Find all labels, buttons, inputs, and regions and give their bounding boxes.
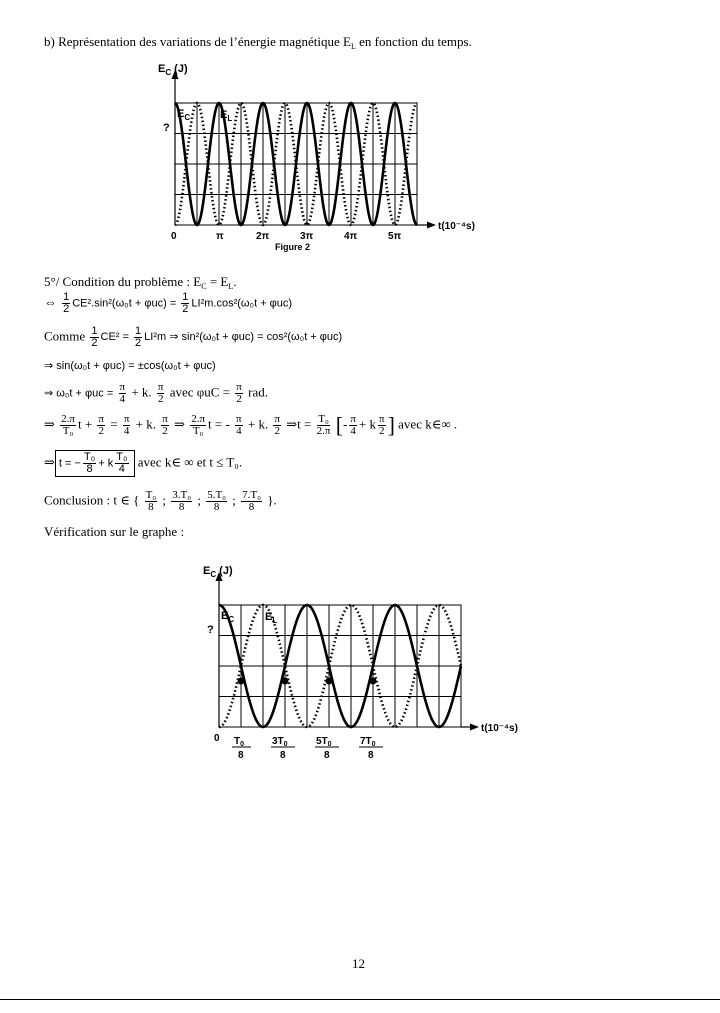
page-number: 12 xyxy=(352,956,365,971)
x-axis-unit: t(10⁻⁴s) xyxy=(481,723,518,734)
verification-line: Vérification sur le graphe : xyxy=(44,524,185,539)
x-tick-3: 3π xyxy=(300,231,314,242)
x-tick-1-num: $T_0$ xyxy=(234,736,245,748)
boxed-result: t = − $\frac{\text{T₀}}{8}$ + k $\frac{\text{T₀}}{4}$ xyxy=(55,450,135,477)
x-tick-labels xyxy=(232,736,383,761)
section-b-heading: b) Représentation des variations de l’énergie magnétique $E_L$ en fonction du temps. xyxy=(44,34,472,51)
x-tick-5-den: 8 xyxy=(324,750,330,761)
x-tick-7-num: $7T_0$ xyxy=(360,736,376,748)
intersection-point xyxy=(370,678,377,685)
x-origin: 0 xyxy=(214,733,220,744)
figure-caption: Figure 2 xyxy=(275,242,311,252)
intersection-point xyxy=(238,678,245,685)
footer-rule xyxy=(0,999,720,1000)
verification-graph xyxy=(195,538,525,770)
y-max-mark: ? xyxy=(163,122,170,134)
figure-2-graph xyxy=(150,58,510,260)
label-el: $E_L$ xyxy=(220,109,233,123)
x-tick-5: 5π xyxy=(388,231,402,242)
equation-4: ⇒ ω₀t + φuc = $\frac{\pi}{4}$ + k. $\frac{\pi}{2}$ avec φuC = $\frac{\pi}{2}$ rad. xyxy=(44,381,268,405)
intersection-point xyxy=(326,678,333,685)
x-axis-arrow xyxy=(427,222,436,229)
equation-3: ⇒ sin(ω₀t + φuc) = ±cos(ω₀t + φuc) xyxy=(44,360,216,372)
x-axis-arrow xyxy=(470,724,479,731)
intersection-point xyxy=(282,678,289,685)
x-tick-7-den: 8 xyxy=(368,750,374,761)
equation-6: ⇒ t = − $\frac{\text{T₀}}{8}$ + k $\frac{\text{T₀}}{4}$ avec k∈ ∞ et t ≤ T₀. xyxy=(44,451,243,475)
x-tick-0: 0 xyxy=(171,231,177,242)
x-tick-5-num: $5T_0$ xyxy=(316,736,332,748)
x-axis-unit: t(10⁻⁴s) xyxy=(438,221,475,232)
y-max-mark: ? xyxy=(207,624,214,636)
x-tick-4: 4π xyxy=(344,231,358,242)
conclusion-line: Conclusion : t ∈ { $\frac{\text{T₀}}{8}$ ; $\frac{\text{3.T₀}}{8}$ ; $\frac{\text{5.T₀}}{8}$ ; $\frac{\text{7.T₀}}{8}$ }. xyxy=(44,489,277,513)
x-tick-1-den: 8 xyxy=(238,750,244,761)
equation-5: ⇒ $\frac{2.\pi}{\text{T₀}}$ t + $\frac{\pi}{2}$ = $\frac{\pi}{4}$ + k. $\frac{\pi}{2}$ ⇒ $\frac{2.\pi}{\text{T₀}}$ t = - $\frac{\pi}{4}$ + k. $\frac{\pi}{2}$ ⇒t = $\frac{\text{T₀}}{2.\pi}$ [- $\frac{\pi}{4}$ + k $\frac{\pi}{2}$ ] avec k∈∞ . xyxy=(44,412,458,438)
x-tick-3-den: 8 xyxy=(280,750,286,761)
equation-2: Comme $\frac{1}{2}$ CE² = $\frac{1}{2}$ LI²m ⇒ sin²(ω₀t + φuc) = cos²(ω₀t + φuc) xyxy=(44,325,343,349)
label-ec: $E_C$ xyxy=(177,108,191,122)
label-el: $E_L$ xyxy=(265,611,278,625)
x-tick-2: 2π xyxy=(256,231,270,242)
condition-line: 5°/ Condition du problème : $E_C = E_L$. xyxy=(44,274,237,291)
label-ec: $E_C$ xyxy=(221,610,235,624)
equation-1: ⇔ $\frac{1}{2}$ CE².sin²(ω₀t + φuc) = $\frac{1}{2}$ LI²m.cos²(ω₀t + φuc) xyxy=(44,291,293,315)
y-axis-label: $E_C$ (J) xyxy=(203,565,233,579)
y-axis-label: $E_C$ (J) xyxy=(158,63,188,77)
x-tick-1: π xyxy=(216,231,224,242)
x-tick-3-num: $3T_0$ xyxy=(272,736,288,748)
